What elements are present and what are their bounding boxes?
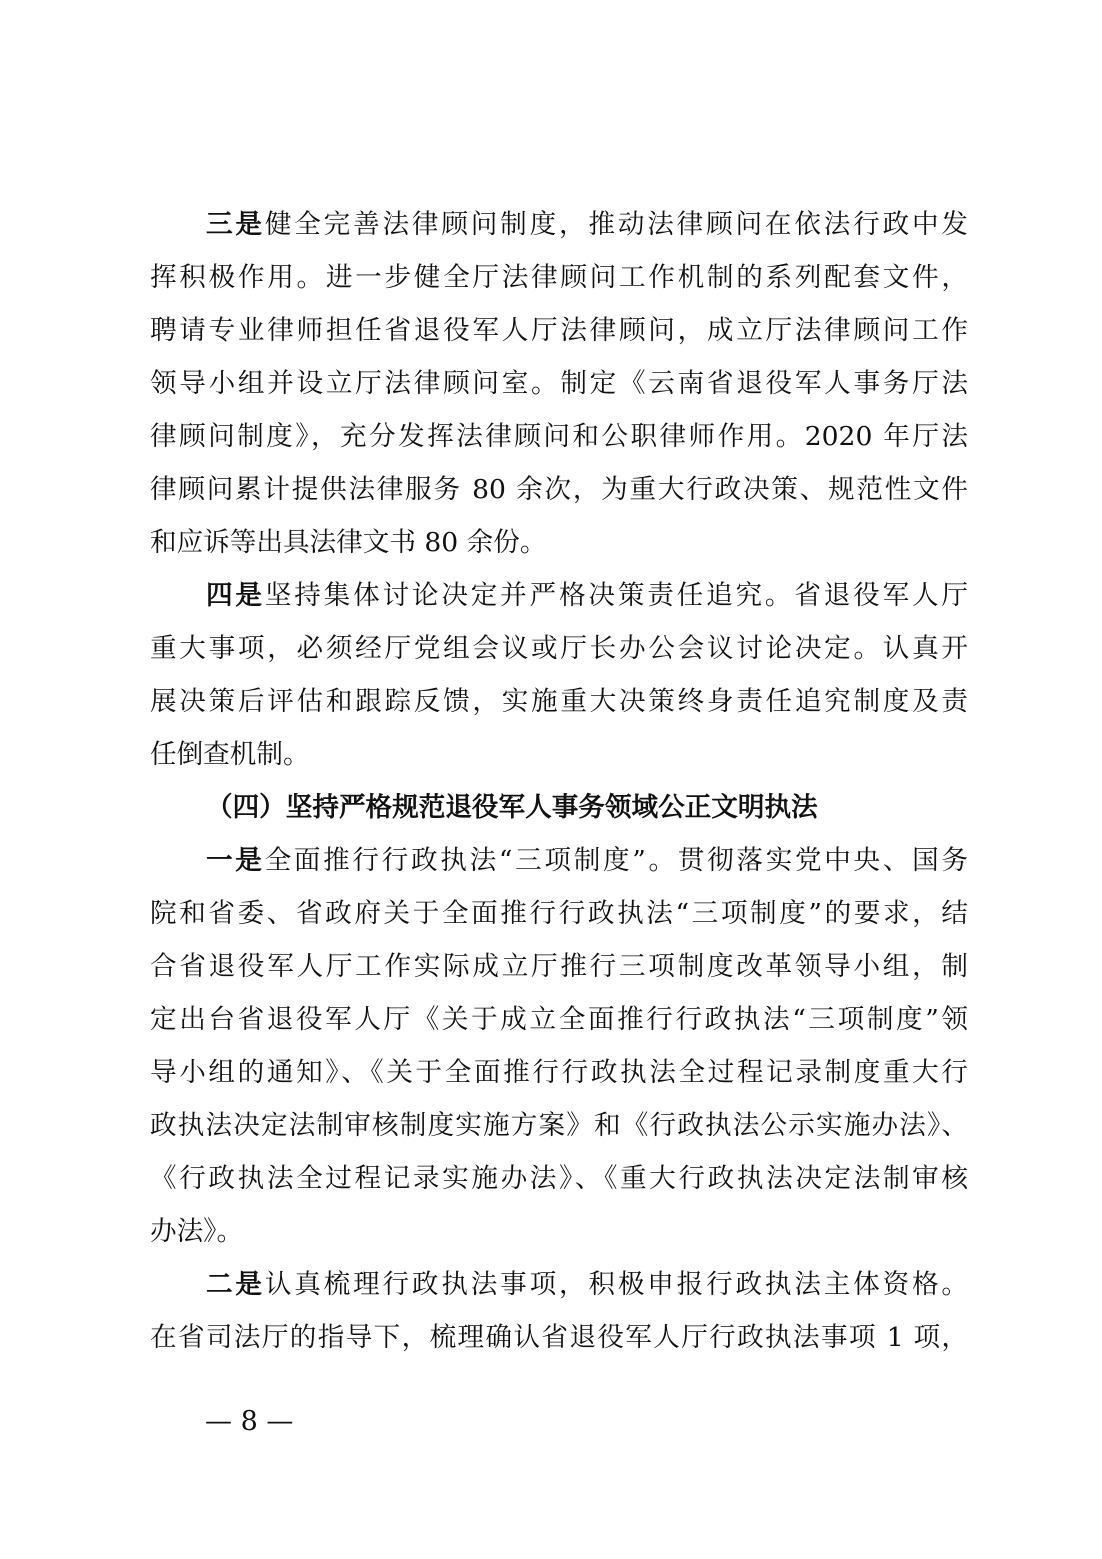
paragraph-3-line-1: [150, 205, 968, 245]
paragraph-5-line-8: [150, 1212, 243, 1252]
paragraph-3-line-4: [150, 364, 968, 404]
paragraph-text: 律顾问制度》，充分发挥法律顾问和公职律师作用。2020 年厅法: [150, 421, 968, 452]
paragraph-text: 办法》。: [150, 1216, 244, 1247]
paragraph-text: 《行政执法全过程记录实施办法》、《重大行政执法决定法制审核: [150, 1163, 968, 1194]
paragraph-6-line-2: [150, 1318, 968, 1358]
paragraph-text: 院和省委、省政府关于全面推行行政执法“三项制度”的要求，结: [150, 898, 968, 929]
paragraph-text: 律顾问累计提供法律服务 80 余次，为重大行政决策、规范性文件: [150, 474, 968, 505]
paragraph-text: 在省司法厅的指导下，梳理确认省退役军人厅行政执法事项 1 项，: [150, 1322, 968, 1353]
paragraph-text: 任倒查机制。: [150, 739, 310, 770]
paragraph-text: 政执法决定法制审核制度实施方案》和《行政执法公示实施办法》、: [150, 1110, 968, 1141]
paragraph-4-line-1: [150, 576, 968, 616]
paragraph-text: 导小组的通知》、《关于全面推行行政执法全过程记录制度重大行: [150, 1057, 968, 1088]
paragraph-text: 全面推行行政执法“三项制度”。贯彻落实党中央、国务: [264, 845, 968, 876]
paragraph-text: 认真梳理行政执法事项，积极申报行政执法主体资格。: [264, 1269, 969, 1300]
paragraph-4-line-2: [150, 629, 968, 669]
paragraph-3-line-2: [150, 258, 968, 298]
paragraph-lead: 二是: [206, 1269, 265, 1300]
paragraph-3-line-3: [150, 311, 968, 351]
paragraph-6-line-1: [150, 1265, 968, 1305]
section-heading-text: （四）坚持严格规范退役军人事务领域公正文明执法: [206, 792, 818, 823]
paragraph-5-line-3: [150, 947, 968, 987]
section-heading: [206, 788, 818, 828]
paragraph-text: 健全完善法律顾问制度，推动法律顾问在依法行政中发: [264, 209, 969, 240]
paragraph-5-line-5: [150, 1053, 968, 1093]
paragraph-lead: 一是: [206, 845, 265, 876]
paragraph-3-line-7: [150, 523, 546, 563]
paragraph-4-line-4: [150, 735, 310, 775]
paragraph-text: 聘请专业律师担任省退役军人厅法律顾问，成立厅法律顾问工作: [150, 315, 968, 346]
paragraph-text: 定出台省退役军人厅《关于成立全面推行行政执法“三项制度”领: [150, 1004, 968, 1035]
paragraph-text: 合省退役军人厅工作实际成立厅推行三项制度改革领导小组，制: [150, 951, 968, 982]
paragraph-text: 重大事项，必须经厅党组会议或厅长办公会议讨论决定。认真开: [150, 633, 968, 664]
paragraph-3-line-6: [150, 470, 968, 510]
paragraph-5-line-7: [150, 1159, 968, 1199]
paragraph-text: 领导小组并设立厅法律顾问室。制定《云南省退役军人事务厅法: [150, 368, 968, 399]
page-number: — 8 —: [205, 1406, 294, 1437]
paragraph-5-line-4: [150, 1000, 968, 1040]
paragraph-5-line-1: [150, 841, 968, 881]
paragraph-5-line-6: [150, 1106, 968, 1146]
paragraph-text: 展决策后评估和跟踪反馈，实施重大决策终身责任追究制度及责: [150, 686, 968, 717]
paragraph-lead: 四是: [206, 580, 265, 611]
paragraph-text: 挥积极作用。进一步健全厅法律顾问工作机制的系列配套文件，: [150, 262, 968, 293]
paragraph-3-line-5: [150, 417, 968, 457]
paragraph-4-line-3: [150, 682, 968, 722]
paragraph-text: 坚持集体讨论决定并严格决策责任追究。省退役军人厅: [264, 580, 969, 611]
paragraph-text: 和应诉等出具法律文书 80 余份。: [150, 527, 547, 558]
paragraph-lead: 三是: [206, 209, 265, 240]
paragraph-5-line-2: [150, 894, 968, 934]
